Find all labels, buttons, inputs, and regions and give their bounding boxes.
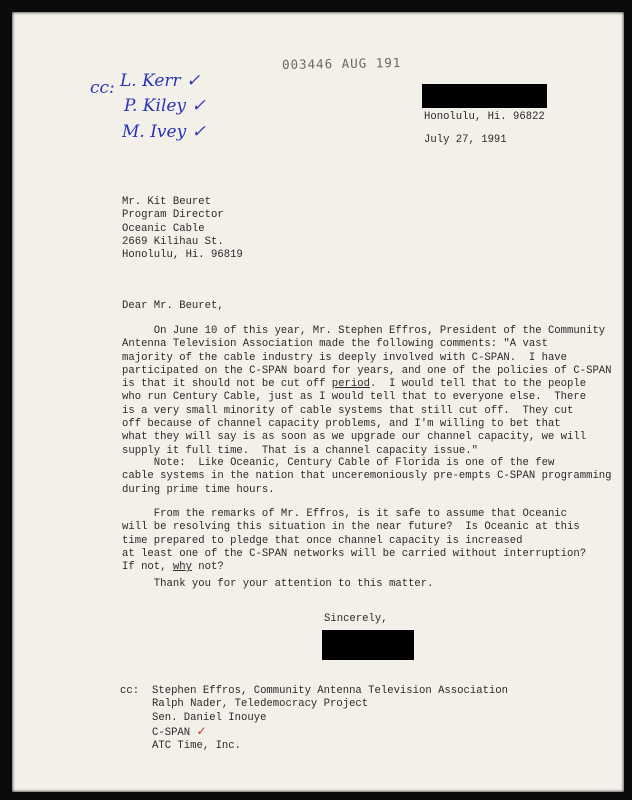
recipient-line: Oceanic Cable — [122, 222, 205, 235]
letter-page — [12, 12, 624, 792]
text-line: off because of channel capacity problems, and I'm willing to bet that — [122, 418, 561, 431]
received-stamp: 003446 AUG 191 — [281, 54, 402, 73]
text-line: majority of the cable industry is deeply involved with C-SPAN. I have — [122, 351, 568, 364]
text-line: supply it full time. That is a channel capacity issue." — [122, 444, 479, 457]
paragraph-3 — [122, 508, 586, 574]
handwritten-name-3: M. Ivey ✓ — [122, 122, 206, 142]
text-line: On June 10 of this year, Mr. Stephen Effros, President of the Community — [122, 325, 606, 337]
cc-entry: C-SPAN ✓ — [152, 723, 207, 739]
text-line: will be resolving this situation in the near future? Is Oceanic at this — [122, 521, 580, 534]
handwritten-name-2: P. Kiley ✓ — [124, 96, 206, 116]
recipient-line: Mr. Kit Beuret — [122, 196, 212, 208]
cc-entry: ATC Time, Inc. — [152, 740, 242, 753]
recipient-line: Honolulu, Hi. 96819 — [122, 249, 243, 262]
redaction-sender-address — [422, 84, 547, 108]
handwritten-name-1: L. Kerr ✓ — [120, 71, 201, 91]
text-line: who run Century Cable, just as I would tell that to everyone else. There — [122, 391, 587, 404]
salutation: Dear Mr. Beuret, — [122, 300, 224, 312]
text-line: Note: Like Oceanic, Century Cable of Florida is one of the few — [122, 457, 555, 469]
text-line: Antenna Television Association made the following comments: "A vast — [122, 338, 548, 351]
paragraph-1 — [122, 325, 612, 458]
recipient-line: Program Director — [122, 209, 224, 222]
letter-date: July 27, 1991 — [424, 134, 507, 146]
recipient-line: 2669 Kilihau St. — [122, 235, 224, 248]
text-line: is a very small minority of cable systems that still cut off. They cut — [122, 404, 574, 417]
thanks-line: Thank you for your attention to this matter. — [122, 578, 434, 590]
sender-city: Honolulu, Hi. 96822 — [424, 111, 545, 123]
closing: Sincerely, — [324, 613, 388, 625]
redaction-signature — [322, 630, 414, 660]
text-line: From the remarks of Mr. Effros, is it safe to assume that Oceanic — [122, 508, 568, 520]
underlined-word: why — [172, 561, 192, 574]
text-line: at least one of the C-SPAN networks will be carried without interruption? — [122, 547, 587, 560]
text-line: If not, why not? — [122, 561, 224, 574]
cc-entry: Sen. Daniel Inouye — [152, 711, 267, 724]
cc-entry: Stephen Effros, Community Antenna Television Association — [152, 685, 509, 697]
text-line: participated on the C-SPAN board for years, and one of the policies of C-SPAN — [122, 364, 612, 377]
underlined-word: period — [331, 378, 370, 391]
cc-list — [152, 685, 508, 753]
cc-entry: Ralph Nader, Teledemocracy Project — [152, 698, 369, 711]
handwritten-cc-label: cc: — [90, 78, 115, 98]
recipient-block — [122, 196, 243, 262]
text-line: during prime time hours. — [122, 483, 275, 496]
text-line: time prepared to pledge that once channel capacity is increased — [122, 534, 523, 547]
text-line: cable systems in the nation that unceremoniously pre-empts C-SPAN programming — [122, 470, 612, 483]
text-line: what they will say is as soon as we upgrade our channel capacity, we will — [122, 431, 587, 444]
text-line: is that it should not be cut off period. I would tell that to the people — [122, 378, 587, 391]
cc-label: cc: — [120, 685, 140, 697]
check-mark-icon: ✓ — [196, 723, 207, 738]
paragraph-2 — [122, 457, 612, 497]
